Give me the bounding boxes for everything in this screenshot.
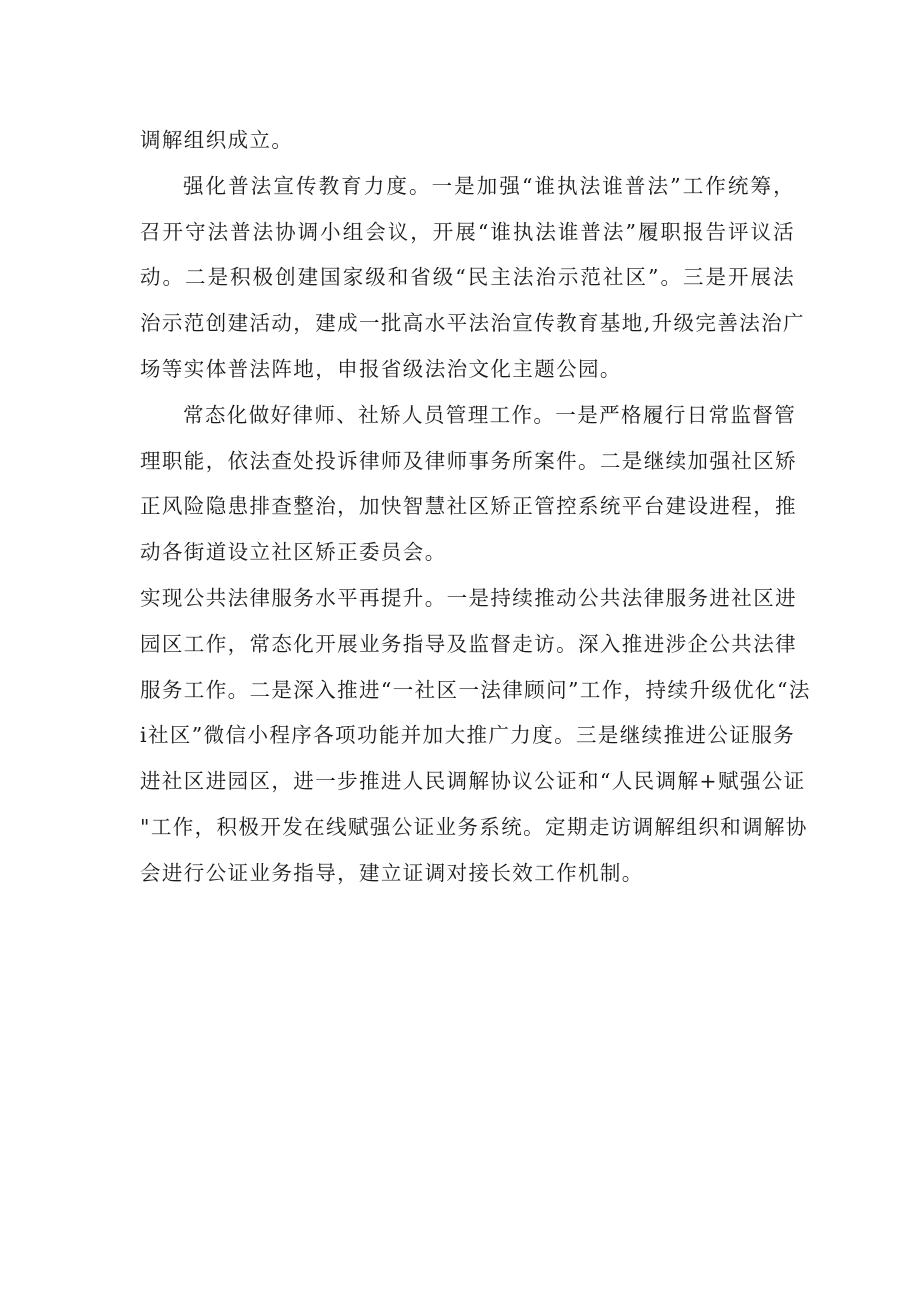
paragraph-line: 进社区进园区，进一步推进人民调解协议公证和“人民调解+赋强公证: [140, 769, 806, 794]
paragraph-line: 理职能，依法查处投诉律师及律师事务所案件。二是继续加强社区矫: [140, 448, 797, 473]
paragraph-line: 实现公共法律服务水平再提升。一是持续推动公共法律服务进社区进: [140, 585, 797, 610]
paragraph-line: 调解组织成立。: [140, 128, 294, 152]
paragraph-line: "工作，积极开发在线赋强公证业务系统。定期走访调解组织和调解协: [140, 814, 808, 839]
document-body: [140, 118, 811, 897]
paragraph-line: 会进行公证业务指导，建立证调对接长效工作机制。: [140, 860, 644, 885]
paragraph-line: 服务工作。二是深入推进“一社区一法律顾问”工作，持续升级优化“法: [140, 677, 811, 702]
paragraph-line: 常态化做好律师、社矫人员管理工作。一是严格履行日常监督管: [183, 402, 797, 427]
paragraph-line: 治示范创建活动，建成一批高水平法治宣传教育基地,升级完善法治广: [140, 311, 805, 336]
paragraph-line: 强化普法宣传教育力度。一是加强“谁执法谁普法”工作统筹，: [183, 173, 795, 198]
paragraph-line: 正风险隐患排查整治，加快智慧社区矫正管控系统平台建设进程，推: [140, 494, 797, 519]
paragraph-line: i社区”微信小程序各项功能并加大推广力度。三是继续推进公证服务: [140, 723, 795, 748]
paragraph-line: 园区工作，常态化开展业务指导及监督走访。深入推进涉企公共法律: [140, 631, 797, 656]
paragraph-line: 召开守法普法协调小组会议，开展“谁执法谁普法”履职报告评议活: [140, 219, 795, 244]
paragraph-line: 动各街道设立社区矫正委员会。: [140, 540, 447, 565]
paragraph-line: 动。二是积极创建国家级和省级“民主法治示范社区”。三是开展法: [140, 265, 795, 290]
paragraph-line: 场等实体普法阵地，申报省级法治文化主题公园。: [140, 356, 622, 381]
